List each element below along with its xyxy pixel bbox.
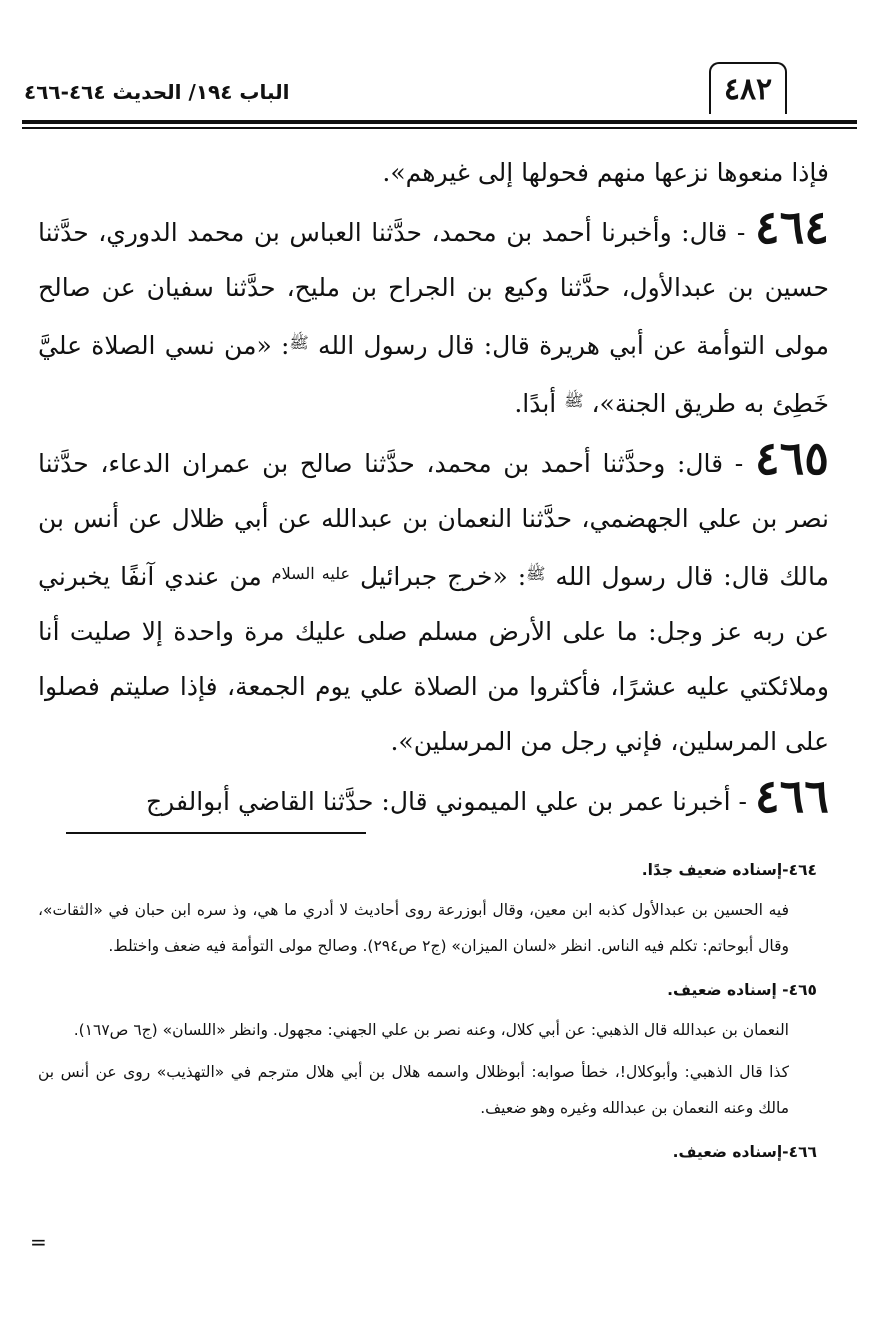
- hadith-number-465: ٤٦٥: [754, 431, 829, 485]
- hadith-465-text-c: من عندي آنفًا يخبرني عن ربه عز وجل: ما على الأرض مسلم صلى عليك مرة واحدة إلا صليت أنا وملائكتي عليه عشرًا، فأكثروا من الصلاة علي يوم الجمعة، فإذا صليتم فصلوا على المرسلين، فإني رجل من المرسلين».: [38, 562, 829, 756]
- hadith-464-text-b: : «من نسي الصلاة عليَّ خَطِئ به طريق الجنة»،: [38, 331, 829, 418]
- hadith-466: [38, 769, 829, 829]
- hadith-number-466: ٤٦٦: [754, 769, 829, 823]
- page-number-box: [709, 62, 787, 114]
- footnote-464-note: فيه الحسين بن عبدالأول كذبه ابن معين، وقال أبوزرعة روى أحاديث لا أدري ما هي، وذ سره ابن حبان في «الثقات»، وقال أبوحاتم: تكلم فيه الناس. انظر «لسان الميزان» (ج٢ ص٢٩٤). وصالح مولى التوأمة فيه ضعف واختلط.: [38, 901, 789, 955]
- hadith-number-464: ٤٦٤: [754, 200, 829, 254]
- footnote-465-head: ٤٦٥- إسناده ضعيف.: [667, 981, 817, 999]
- main-text: [38, 145, 829, 829]
- footnote-465-note-1: النعمان بن عبدالله قال الذهبي: عن أبي كلال، وعنه نصر بن علي الجهني: مجهول. وانظر «اللسان» (ج٦ ص١٦٧).: [73, 1021, 789, 1039]
- footnotes: [38, 852, 817, 1178]
- page-number: ٤٨٢: [723, 71, 773, 107]
- header-rule-thin: [22, 127, 857, 129]
- salawat-glyph: ﷺ: [526, 564, 546, 583]
- intro-line: فإذا منعوها نزعها منهم فحولها إلى غيرهم».: [382, 158, 829, 187]
- footnote-464-head: ٤٦٤-إسناده ضعيف جدًا.: [641, 861, 817, 879]
- hadith-466-text-a: - أخبرنا عمر بن علي الميموني قال: حدَّثنا القاضي أبوالفرج: [146, 787, 755, 816]
- hadith-464-text-c: أبدًا.: [514, 389, 565, 418]
- hadith-465-text-a: - قال: وحدَّثنا أحمد بن محمد، حدَّثنا صالح بن عمران الدعاء، حدَّثنا نصر بن علي الجهضمي، حدَّثنا النعمان بن عبدالله عن أبي ظلال عن أنس بن مالك قال: قال رسول الله: [38, 449, 830, 591]
- footnote-separator: [66, 832, 366, 834]
- hadith-464-text-a: - قال: وأخبرنا أحمد بن محمد، حدَّثنا العباس بن محمد الدوري، حدَّثنا حسين بن عبدالأول، حدَّثنا وكيع بن الجراح بن مليح، حدَّثنا سفيان عن صالح مولى التوأمة عن أبي هريرة قال: قال رسول الله: [38, 218, 829, 360]
- salawat-glyph: ﷺ: [289, 333, 309, 352]
- footnote-465: [38, 972, 817, 1126]
- header-rule-thick: [22, 120, 857, 124]
- hadith-465: [38, 431, 829, 769]
- page-header: [22, 50, 857, 126]
- running-title: الباب ١٩٤/ الحديث ٤٦٤-٤٦٦: [24, 80, 290, 104]
- alayhis-salam-glyph: عليه السلام: [271, 564, 351, 583]
- hadith-464: [38, 200, 829, 431]
- continuation-mark: =: [30, 1230, 47, 1254]
- footnote-464: [38, 852, 817, 964]
- footnote-466-head: ٤٦٦-إسناده ضعيف.: [672, 1143, 817, 1161]
- hadith-465-text-b: : «خرج جبرائيل: [359, 562, 527, 591]
- footnote-465-note-2: كذا قال الذهبي: وأبوكلال!، خطأ صوابه: أبوظلال واسمه هلال بن أبي هلال مترجم في «التهذيب» روى عن أنس بن مالك وعنه النعمان بن عبدالله وغيره وهو ضعيف.: [38, 1063, 789, 1117]
- footnote-466: [38, 1134, 817, 1170]
- salawat-glyph: ﷺ: [564, 391, 584, 410]
